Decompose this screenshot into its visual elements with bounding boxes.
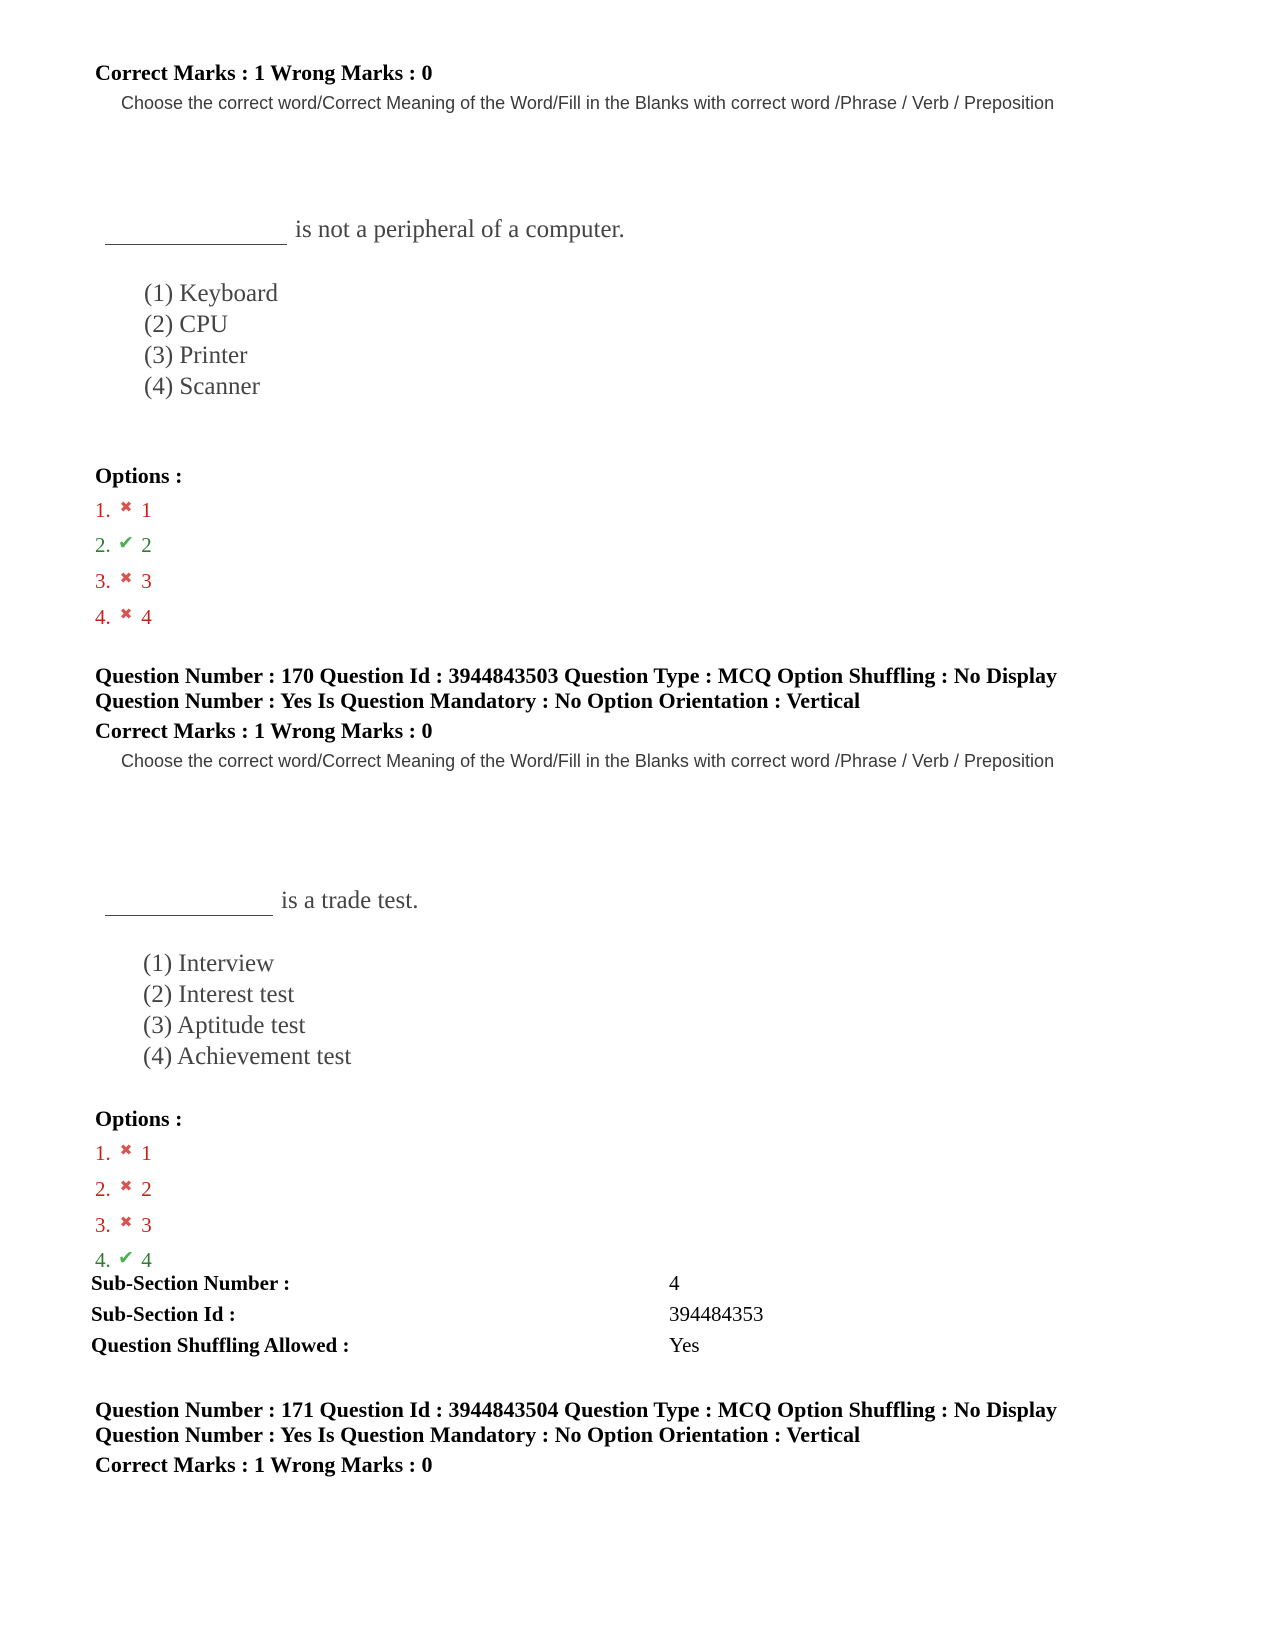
option-value: 3 <box>141 569 152 593</box>
subsection-row <box>91 1299 991 1330</box>
option-value: 4 <box>141 1248 152 1272</box>
option-value: 1 <box>141 1141 152 1165</box>
option-value: 4 <box>141 605 152 629</box>
question-text-content: is not a peripheral of a computer. <box>295 216 625 243</box>
choice-list <box>143 948 351 1072</box>
cross-icon: ✖ <box>119 607 133 623</box>
question-instruction: Choose the correct word/Correct Meaning of the Word/Fill in the Blanks with correct word /Phrase / Verb / Preposition <box>121 93 1055 113</box>
question-header-line: Question Number : 171 Question Id : 3944843504 Question Type : MCQ Option Shuffling : No Display <box>95 1397 1058 1422</box>
question-header-line: Question Number : Yes Is Question Mandatory : No Option Orientation : Vertical <box>95 688 861 713</box>
option-number: 3. <box>95 1213 111 1237</box>
subsection-value: 394484353 <box>669 1302 764 1326</box>
question-header-line: Question Number : 170 Question Id : 3944843503 Question Type : MCQ Option Shuffling : No Display <box>95 663 1058 688</box>
answer-blank <box>105 216 287 245</box>
question-header-line: Question Number : Yes Is Question Mandatory : No Option Orientation : Vertical <box>95 1422 861 1447</box>
question-text <box>105 216 625 245</box>
question-text <box>105 887 418 916</box>
option-value: 1 <box>141 498 152 522</box>
subsection-label: Sub-Section Number : <box>91 1271 291 1295</box>
subsection-label: Sub-Section Id : <box>91 1302 236 1326</box>
option-number: 1. <box>95 1141 111 1165</box>
option-value: 3 <box>141 1213 152 1237</box>
option-number: 4. <box>95 1248 111 1272</box>
choice-item: (3) Printer <box>144 342 248 369</box>
cross-icon: ✖ <box>119 1143 133 1159</box>
marks-line: Correct Marks : 1 Wrong Marks : 0 <box>95 718 433 743</box>
choice-item: (2) Interest test <box>143 981 295 1008</box>
option-value: 2 <box>141 1177 152 1201</box>
option-row <box>95 491 152 527</box>
question-text-content: is a trade test. <box>281 887 419 914</box>
subsection-value: Yes <box>669 1333 700 1357</box>
options-list <box>95 1134 152 1277</box>
option-row <box>95 527 152 562</box>
options-label: Options : <box>95 1106 183 1131</box>
choice-item: (2) CPU <box>144 311 229 338</box>
subsection-table <box>91 1268 991 1361</box>
cross-icon: ✖ <box>119 571 133 587</box>
option-number: 3. <box>95 569 111 593</box>
option-row <box>95 1134 152 1170</box>
subsection-value: 4 <box>669 1271 680 1295</box>
answer-blank <box>105 887 273 916</box>
cross-icon: ✖ <box>119 1215 133 1231</box>
choice-list <box>144 278 278 402</box>
option-row <box>95 1170 152 1206</box>
subsection-label: Question Shuffling Allowed : <box>91 1333 350 1357</box>
marks-line: Correct Marks : 1 Wrong Marks : 0 <box>95 60 433 85</box>
question-instruction: Choose the correct word/Correct Meaning of the Word/Fill in the Blanks with correct word /Phrase / Verb / Preposition <box>121 751 1055 771</box>
options-label: Options : <box>95 463 183 488</box>
cross-icon: ✖ <box>119 1179 133 1195</box>
cross-icon: ✖ <box>119 500 133 516</box>
option-row <box>95 598 152 634</box>
option-row <box>95 562 152 598</box>
check-icon: ✔ <box>118 1248 134 1269</box>
option-value: 2 <box>141 533 152 557</box>
option-number: 2. <box>95 533 111 557</box>
option-number: 1. <box>95 498 111 522</box>
option-number: 4. <box>95 605 111 629</box>
subsection-row <box>91 1330 991 1361</box>
choice-item: (4) Achievement test <box>143 1043 352 1070</box>
option-row <box>95 1206 152 1242</box>
marks-line: Correct Marks : 1 Wrong Marks : 0 <box>95 1452 433 1477</box>
option-number: 2. <box>95 1177 111 1201</box>
options-list <box>95 491 152 634</box>
check-icon: ✔ <box>118 533 134 554</box>
choice-item: (1) Interview <box>143 950 275 977</box>
choice-item: (4) Scanner <box>144 373 260 400</box>
subsection-row <box>91 1268 991 1299</box>
choice-item: (3) Aptitude test <box>143 1012 306 1039</box>
choice-item: (1) Keyboard <box>144 280 278 307</box>
